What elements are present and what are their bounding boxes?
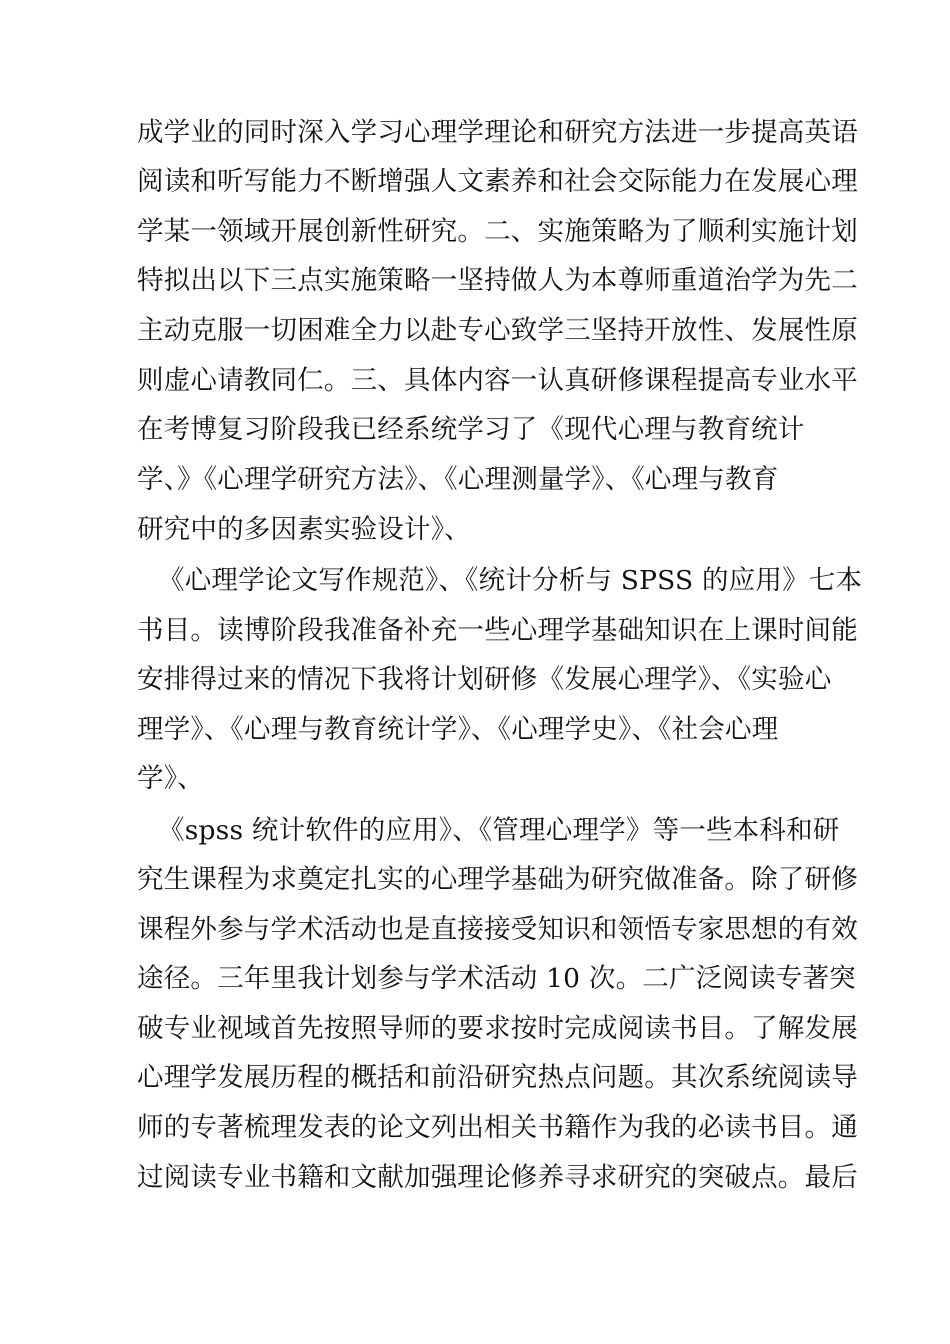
text-line: 成学业的同时深入学习心理学理论和研究方法进一步提高英语: [137, 117, 858, 148]
text-line: 过阅读专业书籍和文献加强理论修养寻求研究的突破点。最后: [137, 1162, 858, 1193]
text-line: 破专业视域首先按照导师的要求按时完成阅读书目。了解发展: [137, 1013, 858, 1044]
text-line: 学》、: [137, 763, 204, 794]
text-line: 学、》《心理学研究方法》、《心理测量学》、《心理与教育: [137, 464, 779, 495]
text-line: 研究中的多因素实验设计》、: [137, 514, 471, 545]
text-line: 《spss 统计软件的应用》、《管理心理学》等一些本科和研: [158, 815, 840, 846]
text-line: 究生课程为求奠定扎实的心理学基础为研究做准备。除了研修: [137, 864, 858, 895]
text-line: 心理学发展历程的概括和前沿研究热点问题。其次系统阅读导: [137, 1062, 858, 1093]
text-line: 《心理学论文写作规范》、《统计分析与 SPSS 的应用》七本: [158, 565, 863, 596]
text-line: 主动克服一切困难全力以赴专心致学三坚持开放性、发展性原: [137, 315, 858, 346]
text-line: 在考博复习阶段我已经系统学习了《现代心理与教育统计: [137, 414, 805, 445]
text-line: 途径。三年里我计划参与学术活动 10 次。二广泛阅读专著突: [137, 963, 856, 994]
text-line: 书目。读博阶段我准备补充一些心理学基础知识在上课时间能: [137, 615, 858, 646]
text-line: 阅读和听写能力不断增强人文素养和社会交际能力在发展心理: [137, 166, 858, 197]
text-line: 特拟出以下三点实施策略一坚持做人为本尊师重道治学为先二: [137, 265, 858, 296]
text-line: 学某一领域开展创新性研究。二、实施策略为了顺利实施计划: [137, 216, 858, 247]
text-line: 师的专著梳理发表的论文列出相关书籍作为我的必读书目。通: [137, 1112, 858, 1143]
text-line: 理学》、《心理与教育统计学》、《心理学史》、《社会心理: [137, 714, 779, 745]
text-line: 安排得过来的情况下我将计划研修《发展心理学》、《实验心: [137, 664, 832, 695]
text-line: 则虚心请教同仁。三、具体内容一认真研修课程提高专业水平: [137, 365, 858, 396]
text-line: 课程外参与学术活动也是直接接受知识和领悟专家思想的有效: [137, 914, 858, 945]
